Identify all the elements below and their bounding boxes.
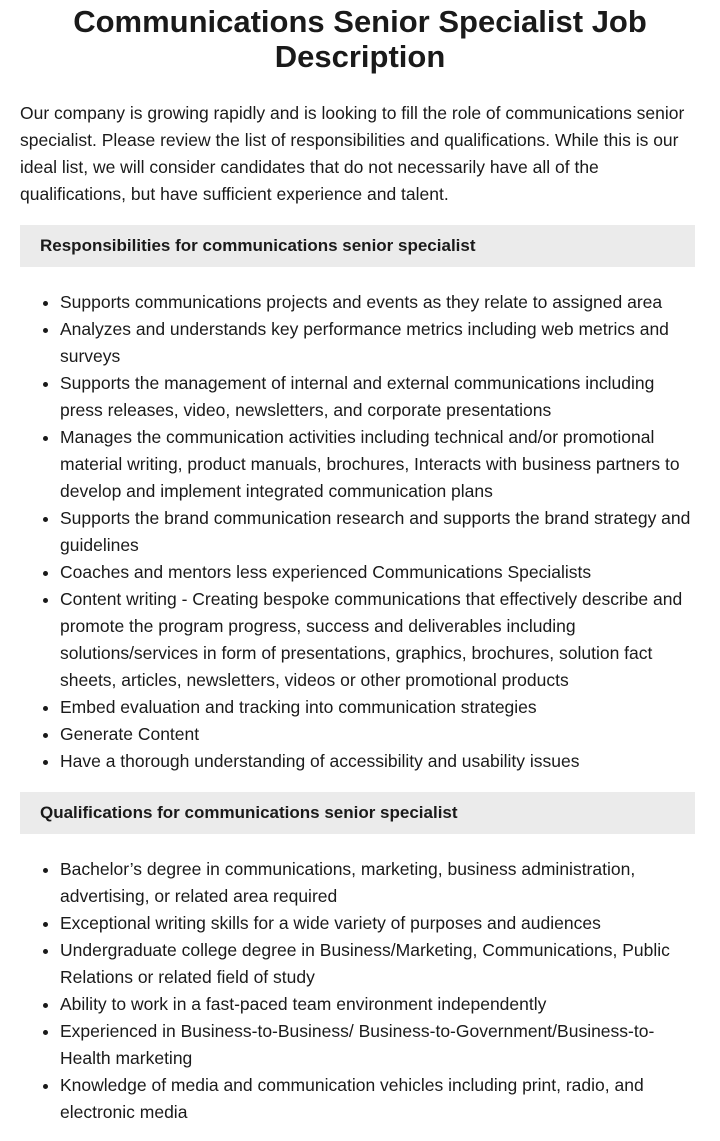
list-item: • Experienced in Business-to-Business/ Business-to-Government/Business-to-Health marketing: [60, 1018, 700, 1072]
list-item: • Undergraduate college degree in Business/Marketing, Communications, Public Relations or related field of study: [60, 937, 700, 991]
responsibilities-heading: Responsibilities for communications senior specialist: [20, 225, 695, 267]
list-item: • Coaches and mentors less experienced Communications Specialists: [60, 559, 700, 586]
qualifications-heading: Qualifications for communications senior specialist: [20, 792, 695, 834]
list-item: • Knowledge of media and communication vehicles including print, radio, and electronic media: [60, 1072, 700, 1126]
responsibilities-list: [20, 289, 700, 775]
list-item: • Supports the management of internal and external communications including press releases, video, newsletters, and corporate presentations: [60, 370, 700, 424]
list-item: • Exceptional writing skills for a wide variety of purposes and audiences: [60, 910, 700, 937]
list-item: • Embed evaluation and tracking into communication strategies: [60, 694, 700, 721]
list-item: • Manages the communication activities including technical and/or promotional material writing, product manuals, brochures, Interacts with business partners to develop and implement integrated communication plans: [60, 424, 700, 505]
page-title: Communications Senior Specialist Job Description: [73, 4, 647, 74]
list-item: • Have a thorough understanding of accessibility and usability issues: [60, 748, 700, 775]
list-item: • Supports communications projects and events as they relate to assigned area: [60, 289, 700, 316]
list-item: • Supports the brand communication research and supports the brand strategy and guidelines: [60, 505, 700, 559]
intro-paragraph: Our company is growing rapidly and is looking to fill the role of communications senior specialist. Please review the list of responsibilities and qualifications. While this is our ideal list, we will consider candidates that do not necessarily have all of the qualifications, but have sufficient experience and talent.: [20, 103, 685, 204]
list-item: • Ability to work in a fast-paced team environment independently: [60, 991, 700, 1018]
list-item: • Generate Content: [60, 721, 700, 748]
list-item: • Bachelor’s degree in communications, marketing, business administration, advertising, or related area required: [60, 856, 700, 910]
list-item: • Analyzes and understands key performance metrics including web metrics and surveys: [60, 316, 700, 370]
list-item: • Content writing - Creating bespoke communications that effectively describe and promote the program progress, success and deliverables including solutions/services in form of presentations, graphics, brochures, solution fact sheets, articles, newsletters, videos or other promotional products: [60, 586, 700, 694]
qualifications-list: [20, 856, 700, 1126]
